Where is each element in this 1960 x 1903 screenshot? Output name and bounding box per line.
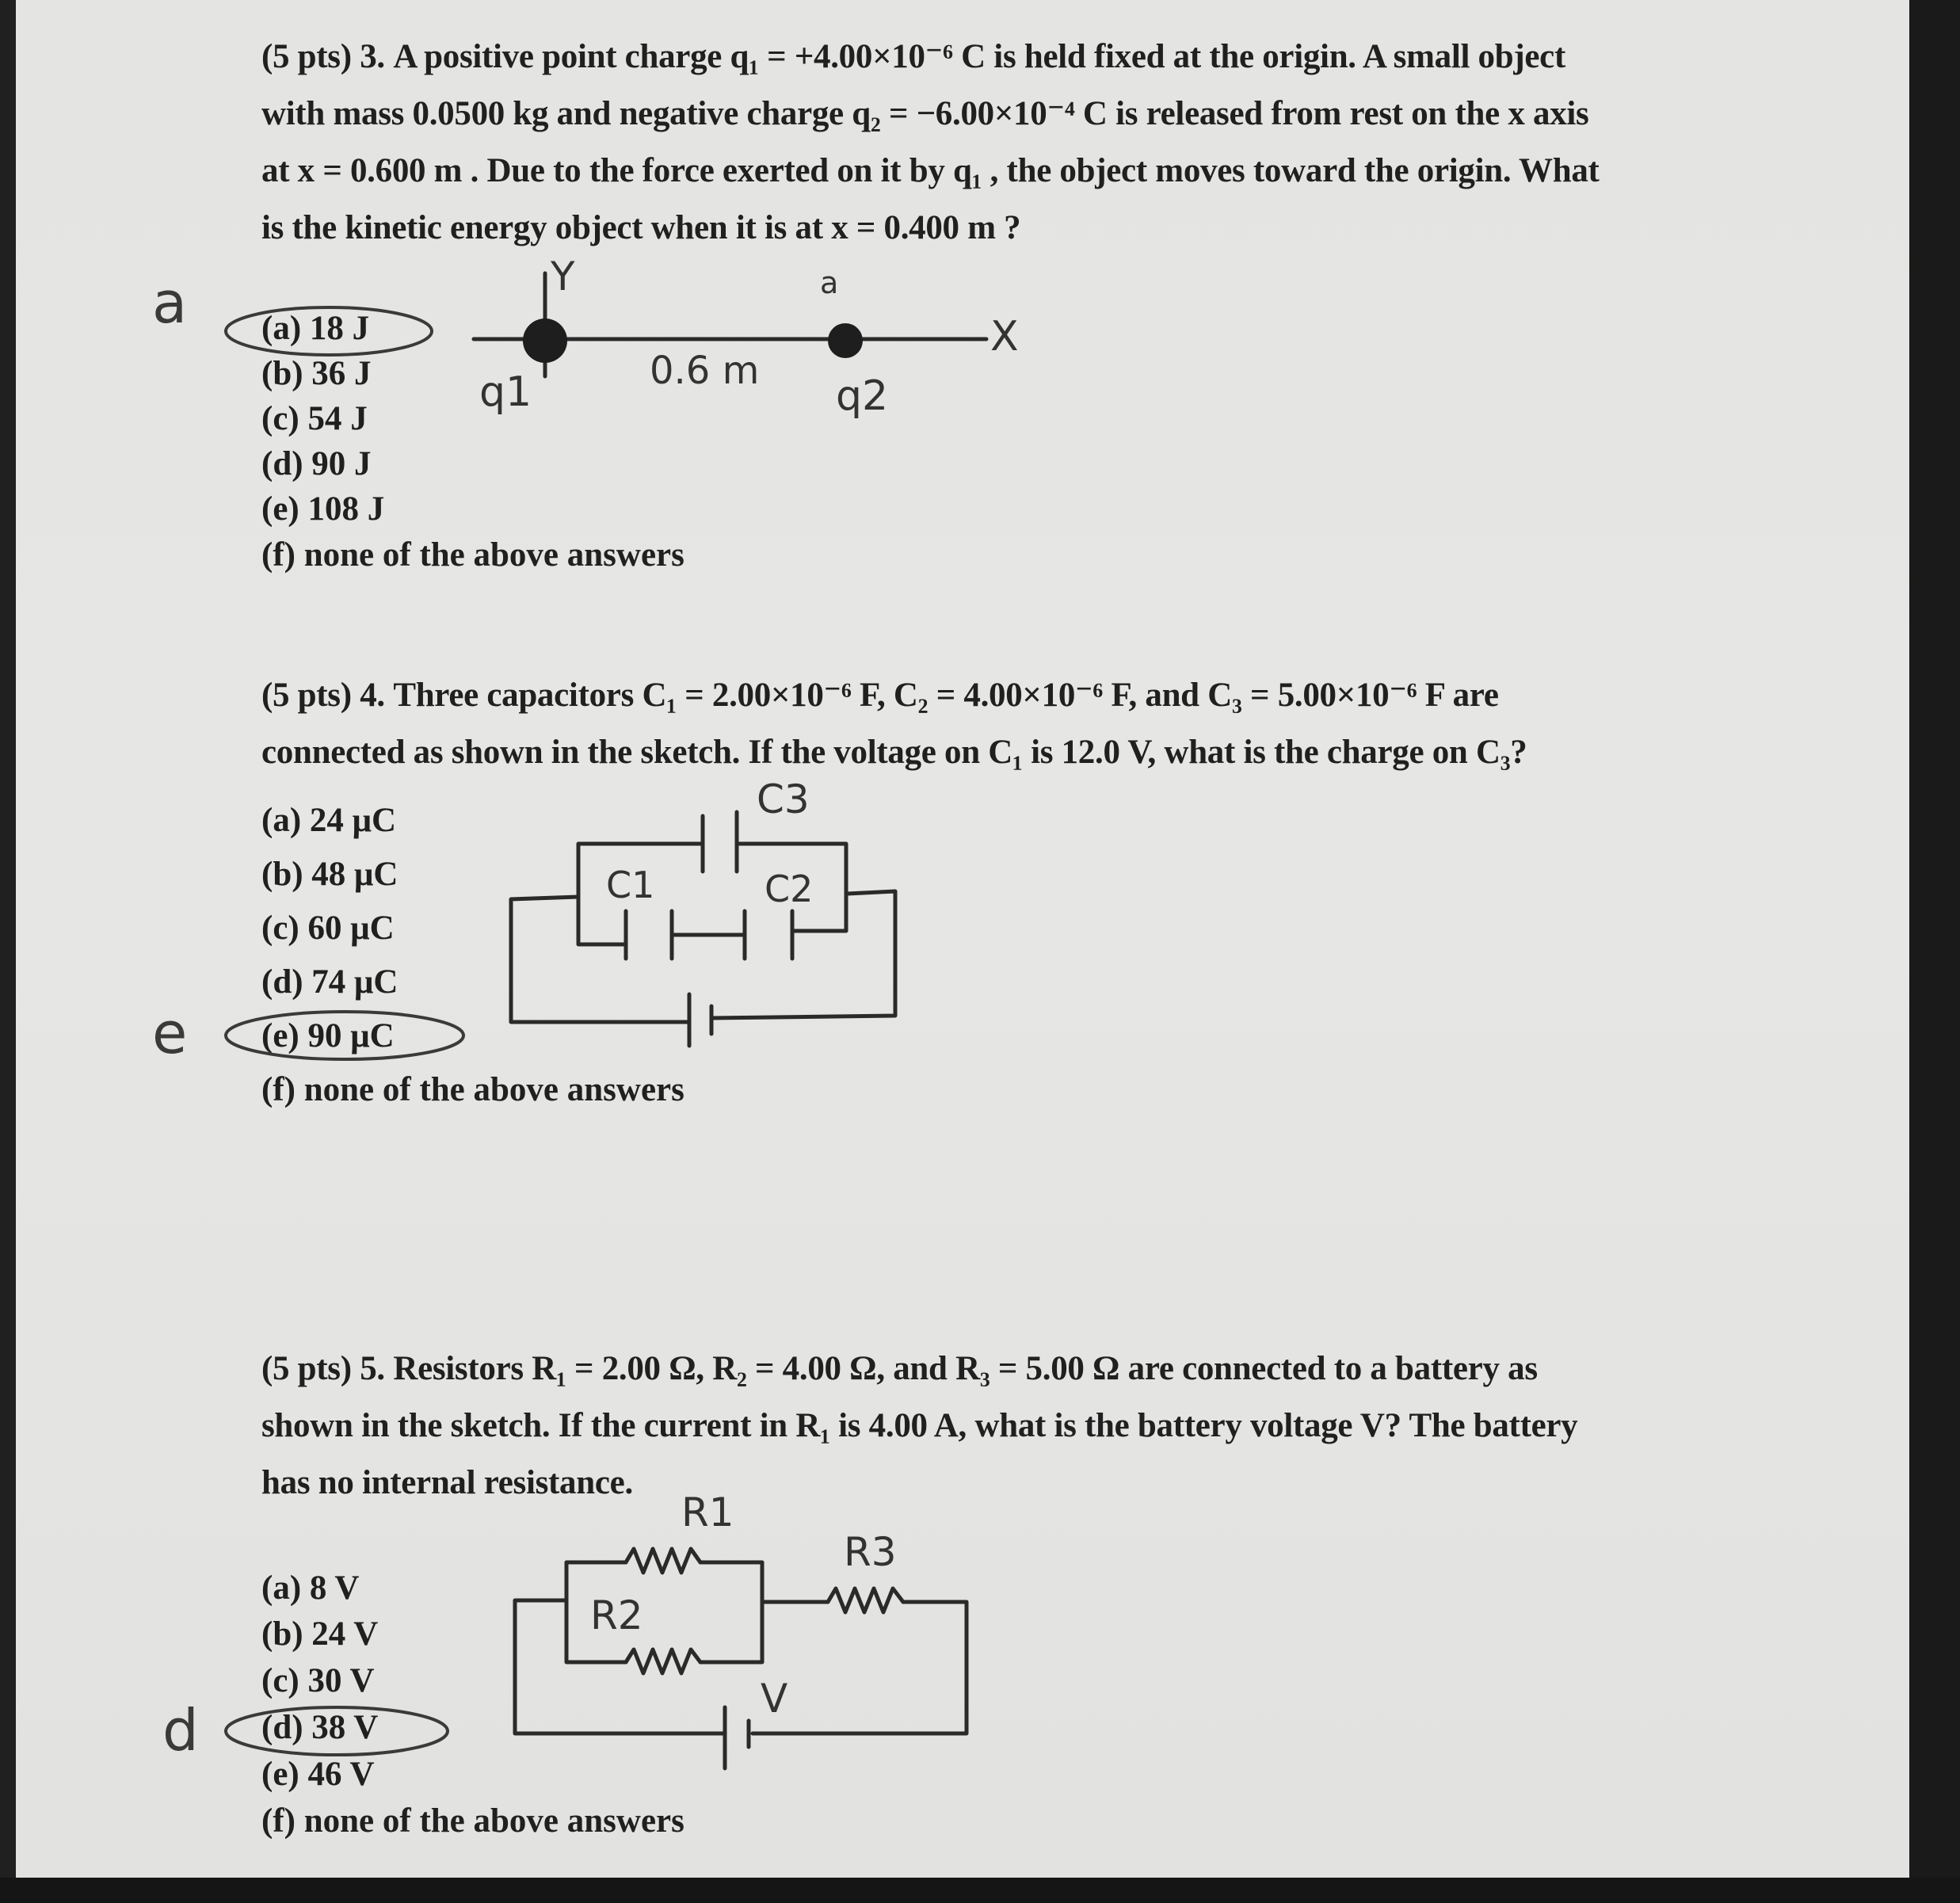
question-5-prefix: (5 pts) 5.	[261, 1350, 385, 1387]
option-3f: (f) none of the above answers	[261, 536, 684, 574]
sketch3-q1-label: q1	[479, 368, 532, 416]
question-3-line-3: at x = 0.600 m . Due to the force exerted on it by q₁ , the object moves toward the origin. What	[261, 152, 1600, 189]
option-4b: (b) 48 μC	[261, 856, 398, 893]
sketch3-axes	[474, 273, 986, 376]
option-5a: (a) 8 V	[261, 1569, 360, 1607]
sketch4-c1-label: C1	[606, 864, 655, 906]
option-4a: (a) 24 μC	[261, 802, 397, 839]
sketch5-r2-label: R2	[590, 1592, 643, 1638]
question-3-line-4: is the kinetic energy object when it is at x = 0.400 m ?	[261, 209, 1021, 246]
option-5d: (d) 38 V	[261, 1709, 379, 1746]
sketch4-c3-label: C3	[757, 776, 810, 822]
option-4d: (d) 74 μC	[261, 963, 398, 1001]
sketch5-r1-label: R1	[681, 1489, 734, 1535]
question-5-line-3: has no internal resistance.	[261, 1464, 633, 1501]
sketch4-c2-label: C2	[765, 868, 814, 910]
option-3c: (c) 54 J	[261, 400, 368, 437]
sketch3-distance-label: 0.6 m	[650, 349, 760, 393]
sketch4-capacitor-circuit	[511, 812, 895, 1046]
sketch5-v-label: V	[761, 1676, 788, 1722]
r3-zigzag	[828, 1588, 903, 1612]
question-3-prefix: (5 pts) 3.	[261, 38, 385, 75]
question-4-prefix: (5 pts) 4.	[261, 677, 385, 714]
option-5b: (b) 24 V	[261, 1615, 379, 1653]
answer-mark-3: a	[152, 269, 188, 336]
r1-zigzag	[626, 1549, 700, 1573]
question-3-line-2: with mass 0.0500 kg and negative charge q₂ = −6.00×10⁻⁴ C is released from rest on the x axis	[261, 95, 1589, 132]
r2-zigzag	[626, 1649, 700, 1673]
option-3d: (d) 90 J	[261, 445, 372, 482]
sketch5-r3-label: R3	[844, 1529, 897, 1575]
question-5-line-2: shown in the sketch. If the current in R₁ is 4.00 A, what is the battery voltage V? The battery	[261, 1407, 1578, 1444]
answer-mark-4: e	[152, 1000, 188, 1066]
question-4-line-2: connected as shown in the sketch. If the voltage on C₁ is 12.0 V, what is the charge on C₃?	[261, 734, 1527, 771]
question-4-line-1: (5 pts) 4. Three capacitors C₁ = 2.00×10⁻⁶ F, C₂ = 4.00×10⁻⁶ F, and C₃ = 5.00×10⁻⁶ F are	[261, 677, 1499, 714]
question-5-line-1: (5 pts) 5. Resistors R₁ = 2.00 Ω, R₂ = 4.00 Ω, and R₃ = 5.00 Ω are connected to a battery as	[261, 1350, 1538, 1387]
option-5c: (c) 30 V	[261, 1662, 375, 1699]
option-4f: (f) none of the above answers	[261, 1071, 684, 1108]
answer-circle-4e	[226, 1012, 463, 1059]
answer-mark-5: d	[162, 1697, 199, 1764]
option-5f: (f) none of the above answers	[261, 1802, 684, 1840]
sketch3-y-label: Y	[551, 254, 575, 299]
option-4e: (e) 90 μC	[261, 1017, 395, 1054]
question-3-line-1: (5 pts) 3. A positive point charge q₁ = +4.00×10⁻⁶ C is held fixed at the origin. A small object	[261, 38, 1565, 75]
option-4c: (c) 60 μC	[261, 910, 395, 947]
sketch3-q2-label: q2	[836, 372, 889, 420]
option-3e: (e) 108 J	[261, 490, 385, 528]
option-3a: (a) 18 J	[261, 310, 370, 347]
q2-charge-dot	[828, 323, 863, 358]
answer-circle-5d	[226, 1707, 448, 1755]
option-5e: (e) 46 V	[261, 1756, 375, 1793]
sketch5-resistor-circuit	[515, 1549, 967, 1768]
sketch3-x-label: X	[990, 313, 1019, 360]
sketch3-a-label: a	[820, 265, 839, 300]
q1-charge-dot	[523, 318, 567, 363]
answer-circle-3a	[226, 307, 432, 355]
option-3b: (b) 36 J	[261, 355, 372, 392]
